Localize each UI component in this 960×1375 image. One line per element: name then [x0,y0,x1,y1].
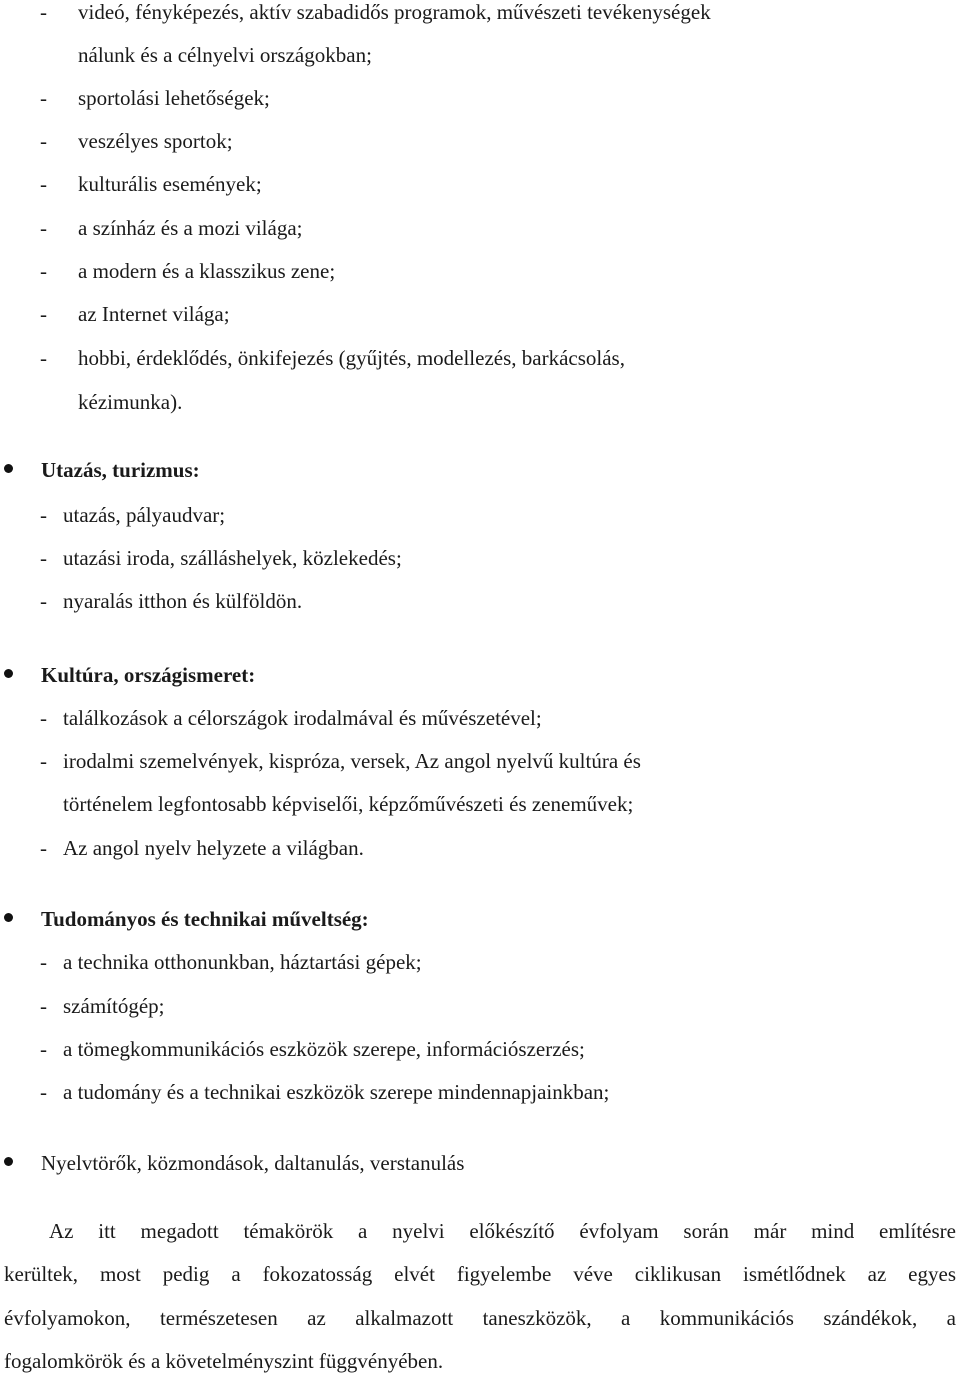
list-item-text: kulturális események; [78,172,262,196]
dash-marker: - [40,172,47,196]
list-item-text: videó, fényképezés, aktív szabadidős programok, művészeti tevékenységek [78,0,711,24]
list-item-text: hobbi, érdeklődés, önkifejezés (gyűjtés, modellezés, barkácsolás, [78,346,625,370]
list-item-text: sportolási lehetőségek; [78,86,270,110]
paragraph-line: fogalomkörök és a követelményszint függvényében. [4,1349,444,1373]
list-item-text: utazás, pályaudvar; [63,503,226,527]
bullet-icon [4,1157,13,1166]
dash-marker: - [40,589,47,613]
section-heading: Utazás, turizmus: [41,458,200,482]
list-item-continuation: nálunk és a célnyelvi országokban; [78,43,372,67]
section-heading: Tudományos és technikai műveltség: [41,907,369,931]
list-item-text: irodalmi szemelvények, kispróza, versek, Az angol nyelvű kultúra és [63,749,641,773]
section-heading: Kultúra, országismeret: [41,663,256,687]
dash-marker: - [40,836,47,860]
list-item-text: a technika otthonunkban, háztartási gépek; [63,950,422,974]
list-item-continuation: történelem legfontosabb képviselői, képzőművészeti és zeneművek; [63,792,634,816]
list-item-text: találkozások a célországok irodalmával és művészetével; [63,706,542,730]
list-item-text: a színház és a mozi világa; [78,216,303,240]
list-item-text: veszélyes sportok; [78,129,233,153]
paragraph-line: évfolyamokon, természetesen az alkalmazott taneszközök, a kommunikációs szándékok, a [4,1306,956,1330]
list-item-continuation: kézimunka). [78,390,183,414]
dash-marker: - [40,706,47,730]
bullet-icon [4,464,13,473]
dash-marker: - [40,994,47,1018]
dash-marker: - [40,129,47,153]
dash-marker: - [40,86,47,110]
list-item-text: a modern és a klasszikus zene; [78,259,336,283]
bullet-icon [4,669,13,678]
list-item-text: a tudomány és a technikai eszközök szerepe mindennapjainkban; [63,1080,610,1104]
dash-marker: - [40,0,47,24]
dash-marker: - [40,346,47,370]
paragraph-line: kerültek, most pedig a fokozatosság elvét figyelembe véve ciklikusan ismétlődnek az egyes [4,1262,956,1286]
list-item-text: utazási iroda, szálláshelyek, közlekedés; [63,546,402,570]
list-item-text: nyaralás itthon és külföldön. [63,589,303,613]
section-heading: Nyelvtörők, közmondások, daltanulás, verstanulás [41,1151,465,1175]
list-item-text: számítógép; [63,994,165,1018]
dash-marker: - [40,1080,47,1104]
list-item-text: az Internet világa; [78,302,230,326]
list-item-text: a tömegkommunikációs eszközök szerepe, információszerzés; [63,1037,585,1061]
dash-marker: - [40,503,47,527]
dash-marker: - [40,259,47,283]
paragraph-line: Az itt megadott témakörök a nyelvi előkészítő évfolyam során már mind említésre [49,1219,956,1243]
dash-marker: - [40,749,47,773]
dash-marker: - [40,216,47,240]
list-item-text: Az angol nyelv helyzete a világban. [63,836,364,860]
dash-marker: - [40,950,47,974]
bullet-icon [4,913,13,922]
dash-marker: - [40,546,47,570]
dash-marker: - [40,1037,47,1061]
dash-marker: - [40,302,47,326]
